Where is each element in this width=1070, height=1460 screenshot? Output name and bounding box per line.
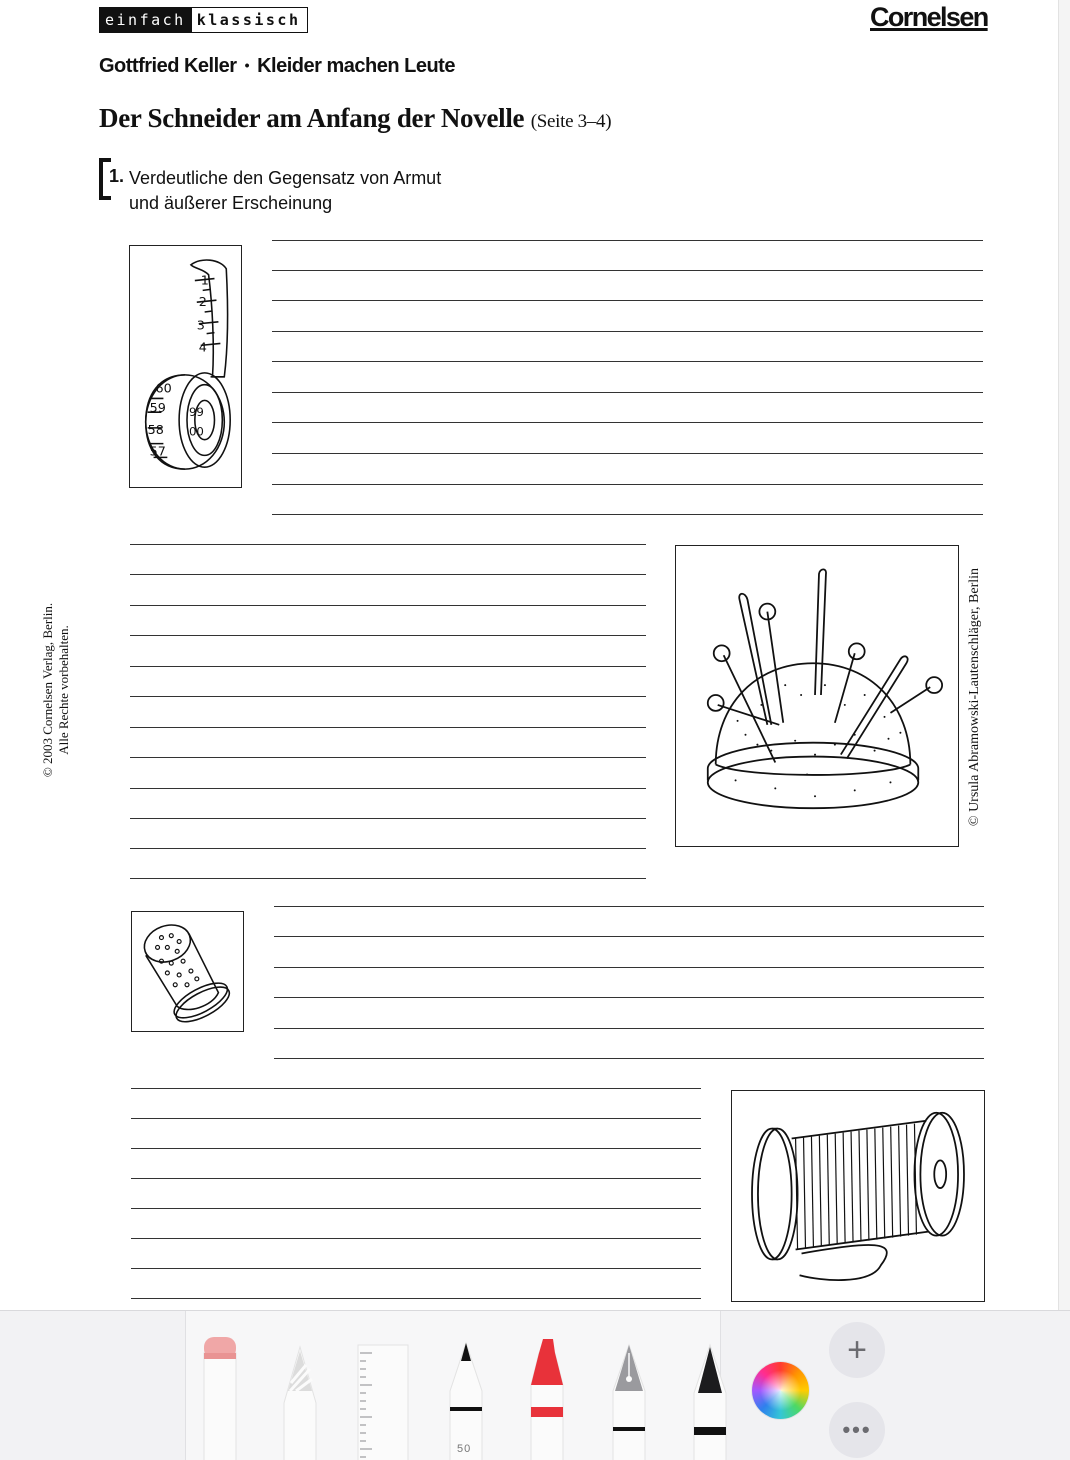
ruler-icon xyxy=(356,1343,410,1460)
pen-width-label: 50 xyxy=(457,1443,472,1455)
writing-line xyxy=(131,1088,701,1089)
writing-line xyxy=(272,240,983,241)
tape-measure-icon xyxy=(130,246,241,487)
writing-line xyxy=(130,757,646,758)
answer-lines-4[interactable] xyxy=(131,1088,701,1310)
writing-line xyxy=(274,936,984,937)
more-options-button[interactable]: ••• xyxy=(829,1402,885,1458)
tape-mark-top: 1 xyxy=(200,273,209,289)
writing-line xyxy=(272,300,983,301)
writing-line xyxy=(272,270,983,271)
add-button[interactable]: + xyxy=(829,1322,885,1378)
tape-mark-top: 4 xyxy=(198,340,207,356)
writing-line xyxy=(131,1178,701,1179)
writing-line xyxy=(130,696,646,697)
writing-line xyxy=(272,453,983,454)
book-title xyxy=(99,55,455,78)
writing-line xyxy=(130,818,646,819)
tape-mark-roll: 59 xyxy=(149,401,166,417)
copyright-publisher-line1: © 2003 Cornelsen Verlag, Berlin. xyxy=(40,602,55,778)
color-wheel-icon[interactable] xyxy=(752,1362,809,1419)
writing-line xyxy=(131,1208,701,1209)
lasso-icon xyxy=(282,1343,318,1460)
writing-line xyxy=(130,666,646,667)
writing-line xyxy=(272,484,983,485)
marker-icon xyxy=(529,1339,565,1460)
writing-line xyxy=(130,635,646,636)
ruler-tool[interactable] xyxy=(356,1343,410,1460)
writing-line xyxy=(272,361,983,362)
tape-mark-roll: 57 xyxy=(149,444,166,460)
tape-mark-roll: 58 xyxy=(147,422,164,438)
markup-toolbar xyxy=(0,1310,1070,1460)
copyright-illustrator-text: © Ursula Abramowski-Lautenschläger, Berlin xyxy=(967,567,982,827)
pin-cushion-icon xyxy=(676,546,958,846)
copyright-publisher-line2: Alle Rechte vorbehalten. xyxy=(56,625,71,755)
writing-line xyxy=(130,544,646,545)
writing-line xyxy=(130,605,646,606)
task-text-line2: und äußerer Erscheinung xyxy=(129,193,333,213)
tape-mark-top: 3 xyxy=(196,318,205,334)
writing-line xyxy=(274,997,984,998)
tape-mark-roll: 00 xyxy=(188,424,204,439)
series-badge-part2: klassisch xyxy=(192,8,307,32)
marker-tool[interactable] xyxy=(529,1339,565,1460)
sheet-heading xyxy=(99,103,611,134)
writing-line xyxy=(131,1298,701,1299)
writing-line xyxy=(130,878,646,879)
writing-line xyxy=(272,392,983,393)
answer-lines-2[interactable] xyxy=(130,544,646,884)
lasso-tool[interactable] xyxy=(282,1343,318,1460)
answer-lines-3[interactable] xyxy=(274,906,984,1066)
writing-line xyxy=(130,727,646,728)
tape-mark-top: 2 xyxy=(198,295,207,311)
thimble-icon xyxy=(132,912,243,1031)
author-name: Gottfried Keller xyxy=(99,55,237,77)
novel-title: Kleider machen Leute xyxy=(257,55,455,77)
series-badge xyxy=(99,7,308,33)
brush-pen-tool[interactable] xyxy=(692,1343,728,1460)
eraser-icon xyxy=(202,1323,238,1460)
eraser-tool[interactable] xyxy=(202,1323,238,1460)
writing-line xyxy=(272,422,983,423)
thread-spool-illustration xyxy=(731,1090,985,1302)
thread-spool-icon xyxy=(732,1091,984,1301)
tool-tray xyxy=(185,1311,721,1460)
tape-mark-roll: 99 xyxy=(188,405,204,420)
writing-line xyxy=(131,1268,701,1269)
task-text-line1: Verdeutliche den Gegensatz von Armut xyxy=(129,168,442,188)
writing-line xyxy=(130,574,646,575)
fountain-pen-icon xyxy=(611,1343,647,1460)
writing-line xyxy=(274,1058,984,1059)
pin-cushion-illustration xyxy=(675,545,959,847)
task-text xyxy=(129,166,489,216)
writing-line xyxy=(274,906,984,907)
writing-line xyxy=(131,1118,701,1119)
sheet-heading-pages: (Seite 3–4) xyxy=(530,111,612,132)
series-badge-part1: einfach xyxy=(100,8,192,32)
writing-line xyxy=(130,788,646,789)
writing-line xyxy=(274,967,984,968)
writing-line xyxy=(131,1238,701,1239)
thimble-illustration xyxy=(131,911,244,1032)
tape-mark-roll: 60 xyxy=(155,381,172,397)
publisher-logo: Cornelsen xyxy=(870,2,988,32)
answer-lines-1[interactable] xyxy=(272,240,983,520)
brush-pen-icon xyxy=(692,1343,728,1460)
writing-line xyxy=(272,331,983,332)
sheet-heading-text: Der Schneider am Anfang der Novelle xyxy=(99,103,525,133)
fountain-pen-tool[interactable] xyxy=(611,1343,647,1460)
writing-line xyxy=(130,848,646,849)
task-number: 1. xyxy=(109,166,125,186)
writing-line xyxy=(274,1028,984,1029)
page-edge xyxy=(1058,0,1070,1310)
writing-line xyxy=(272,514,983,515)
writing-line xyxy=(131,1148,701,1149)
title-separator: • xyxy=(244,57,250,73)
tape-measure-illustration xyxy=(129,245,242,488)
